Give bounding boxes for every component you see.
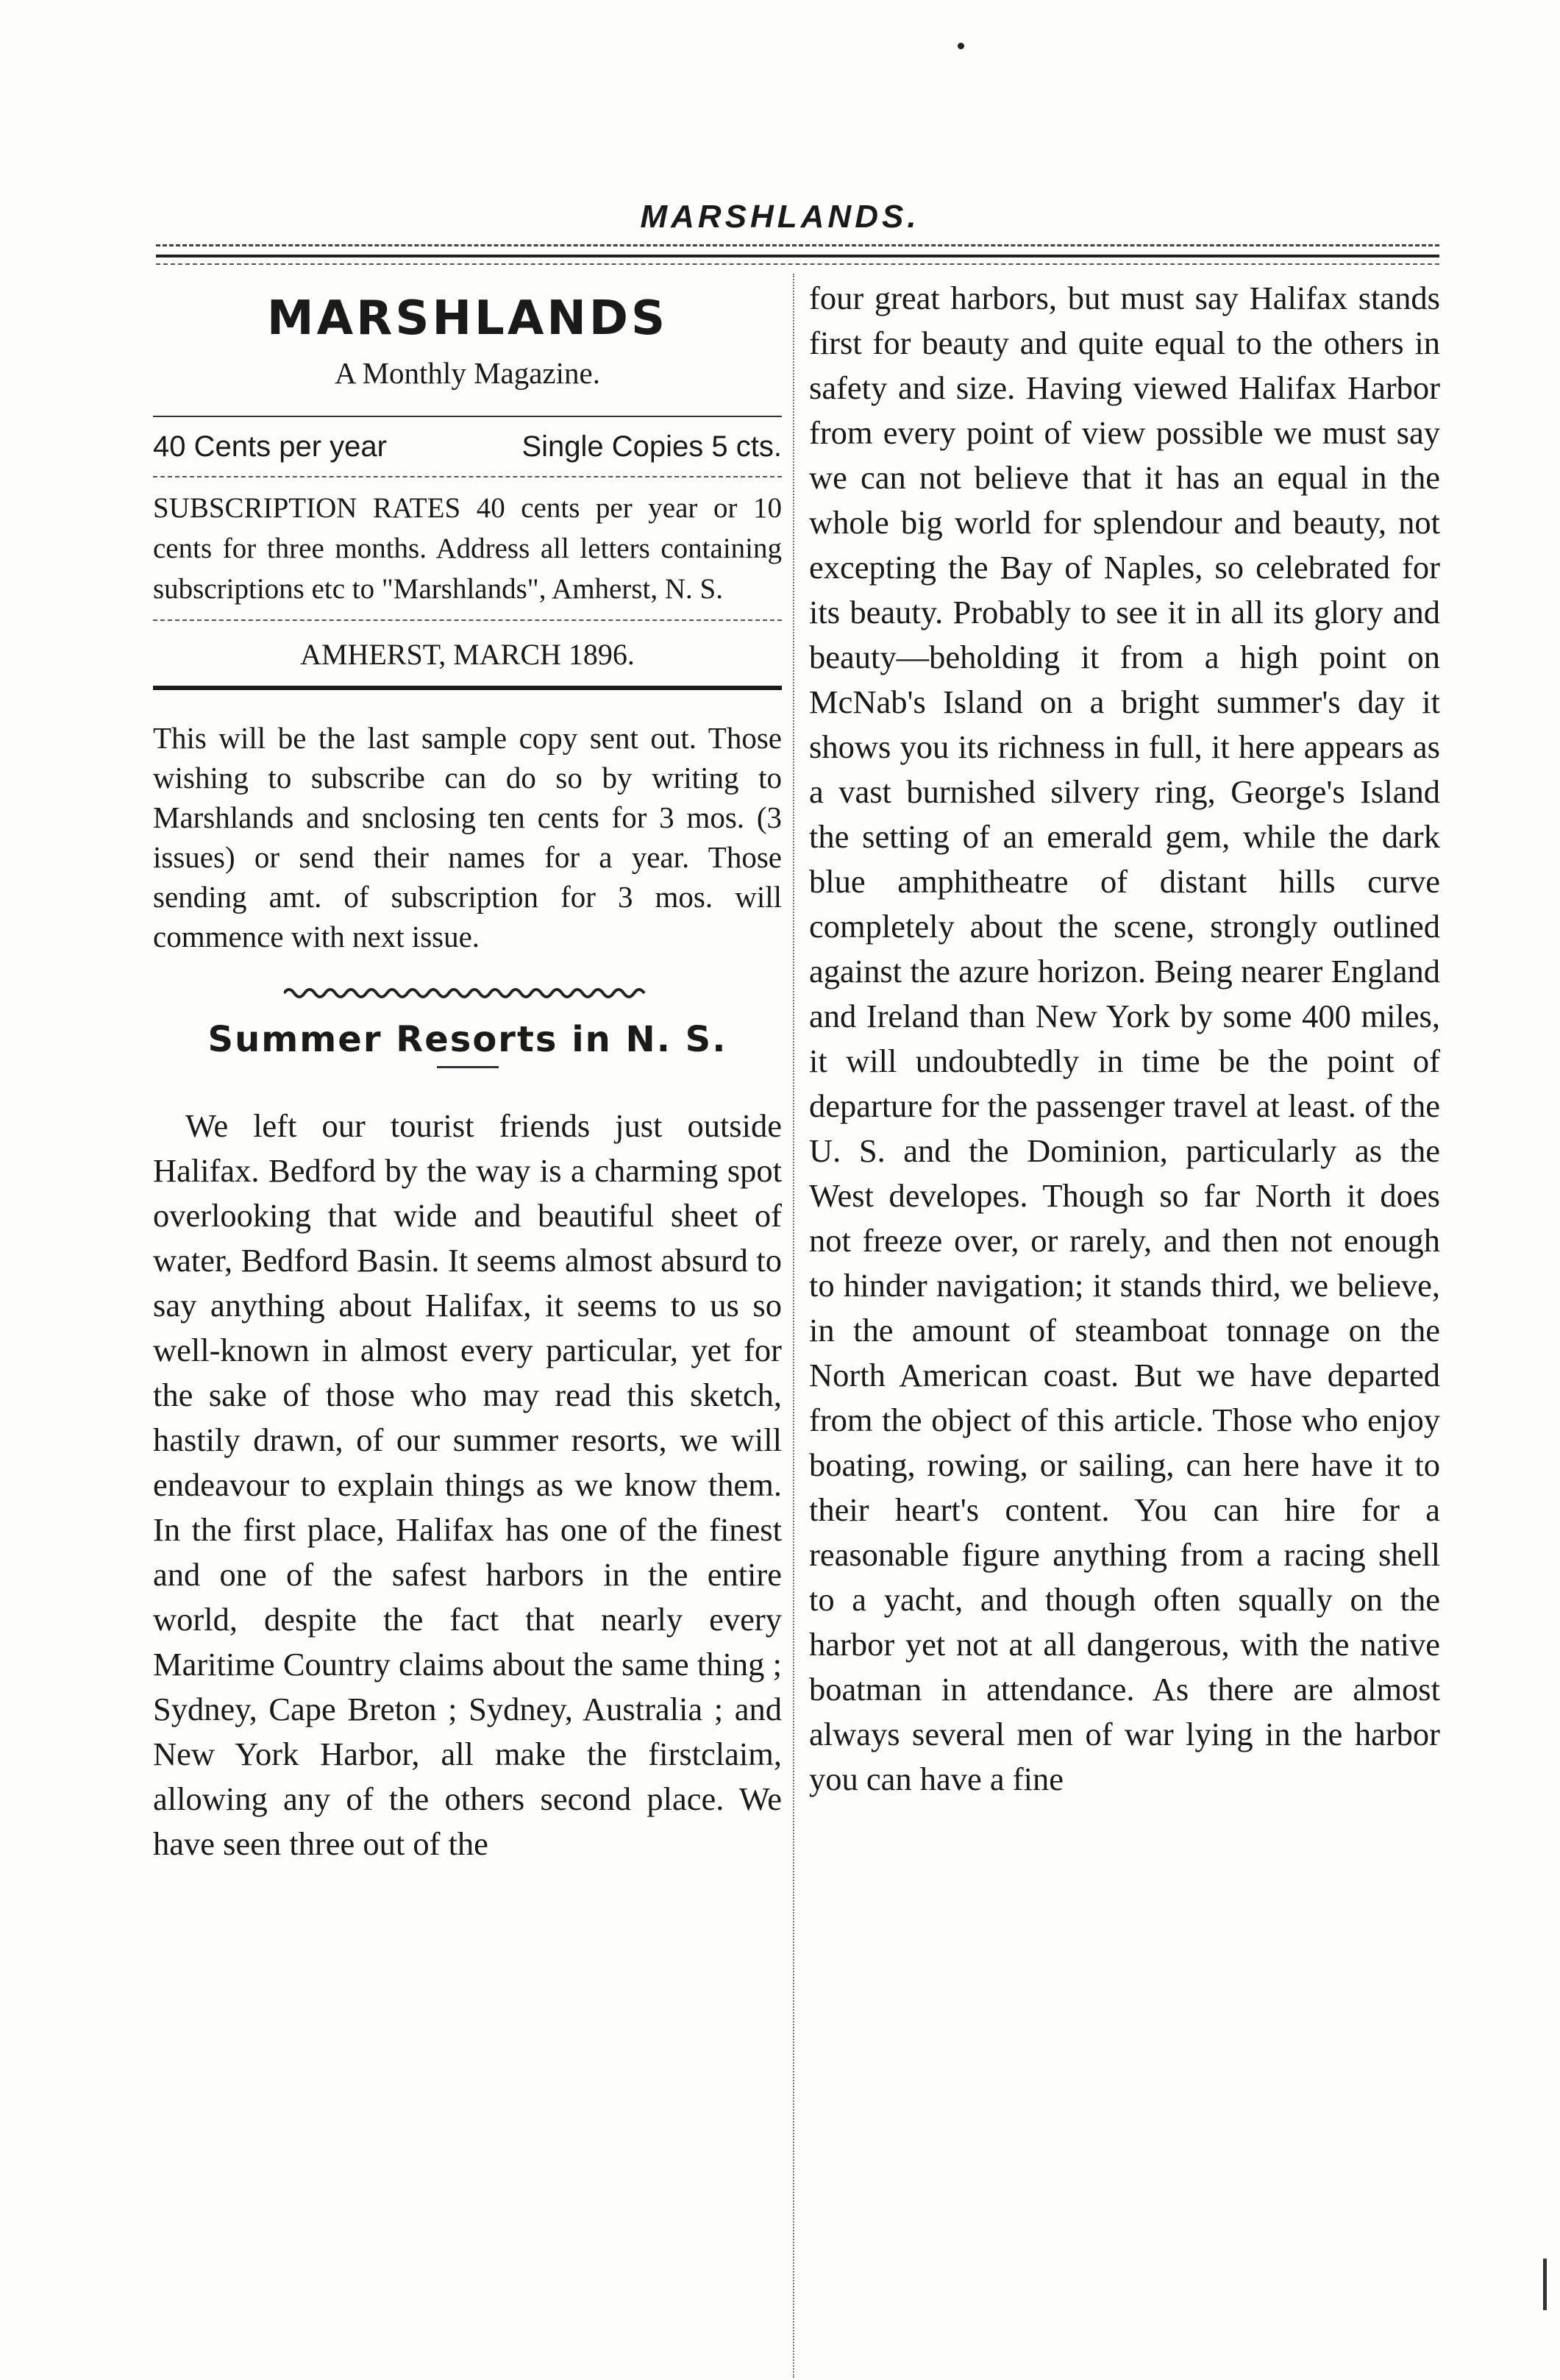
- sample-copy-notice: This will be the last sample copy sent out. Those wishing to subscribe can do so by writing to Marshlands and snclosing ten cents for 3 mos. (3 issues) or send their names for a year. Those sending amt. of subscription for 3 mos. will commence with next issue.: [153, 721, 782, 953]
- pricing-line: [153, 426, 782, 467]
- header-rule-dashed: [156, 244, 1439, 246]
- pricing-rule: [153, 476, 782, 477]
- masthead-subtitle: A Monthly Magazine.: [335, 356, 600, 390]
- left-column: [153, 276, 782, 1866]
- wavy-divider: [153, 984, 782, 1006]
- running-head: MARSHLANDS.: [640, 199, 920, 235]
- masthead-rule: [153, 416, 782, 417]
- price-single-copy: Single Copies 5 cts.: [521, 430, 782, 463]
- subscription-rule: [153, 619, 782, 621]
- dateline: AMHERST, MARCH 1896.: [300, 638, 635, 671]
- column-divider: [793, 274, 794, 2378]
- article-title: Summer Resorts in N. S.: [207, 1019, 727, 1060]
- wavy-divider-ornament: [284, 984, 652, 1002]
- subscription-rates: SUBSCRIPTION RATES 40 cents per year or 10 cents for three months. Address all letters containing subscriptions etc to "Marshlands", Amherst, N. S.: [153, 492, 782, 605]
- price-per-year: 40 Cents per year: [153, 430, 387, 463]
- right-column: [809, 276, 1440, 1802]
- ink-speck: [958, 43, 964, 49]
- header-rule-solid: [156, 255, 1439, 257]
- article-body-left: We left our tourist friends just outside Halifax. Bedford by the way is a charming spot overlooking that wide and beautiful sheet of water, Bedford Basin. It seems almost absurd to say anything about Halifax, it seems to us so well-known in almost every particular, yet for the sake of those who may read this sketch, hastily drawn, of our summer resorts, we will endeavour to explain things as we know them. In the first place, Halifax has one of the finest and one of the safest harbors in the entire world, despite the fact that nearly every Maritime Country claims about the same thing ; Sydney, Cape Breton ; Sydney, Australia ; and New York Harbor, all make the firstclaim, allowing any of the others second place. We have seen three out of the: [153, 1107, 782, 1862]
- masthead-heavy-rule: [153, 686, 782, 690]
- header-rule-dotted: [156, 263, 1439, 265]
- article-body-right: four great harbors, but must say Halifax stands first for beauty and quite equal to the others in safety and size. Having viewed Halifax Harbor from every point of view possible we must say we can not believe that it has an equal in the whole big world for splendour and beauty, not excepting the Bay of Naples, so celebrated for its beauty. Probably to see it in all its glory and beauty—beholding it from a high point on McNab's Island on a bright summer's day it shows you its richness in full, it here appears as a vast burnished silvery ring, George's Island the setting of an emerald gem, while the dark blue amphitheatre of distant hills curve completely about the scene, strongly outlined against the azure horizon. Being nearer England and Ireland than New York by some 400 miles, it will undoubtedly in time be the point of departure for the passenger travel at least. of the U. S. and the Dominion, particularly as the West developes. Though so far North it does not freeze over, or rarely, and then not enough to hinder navigation; it stands third, we believe, in the amount of steamboat tonnage on the North American coast. But we have departed from the object of this article. Those who enjoy boating, rowing, or sailing, can here have it to their heart's content. You can hire for a reasonable figure anything from a racing shell to a yacht, and though often squally on the harbor yet not at all dangerous, with the native boatman in attendance. As there are almost always several men of war lying in the harbor you can have a fine: [809, 280, 1440, 1797]
- page-edge-mark: [1543, 2259, 1547, 2310]
- title-short-rule: [437, 1066, 499, 1068]
- masthead-title: MARSHLANDS: [266, 291, 669, 346]
